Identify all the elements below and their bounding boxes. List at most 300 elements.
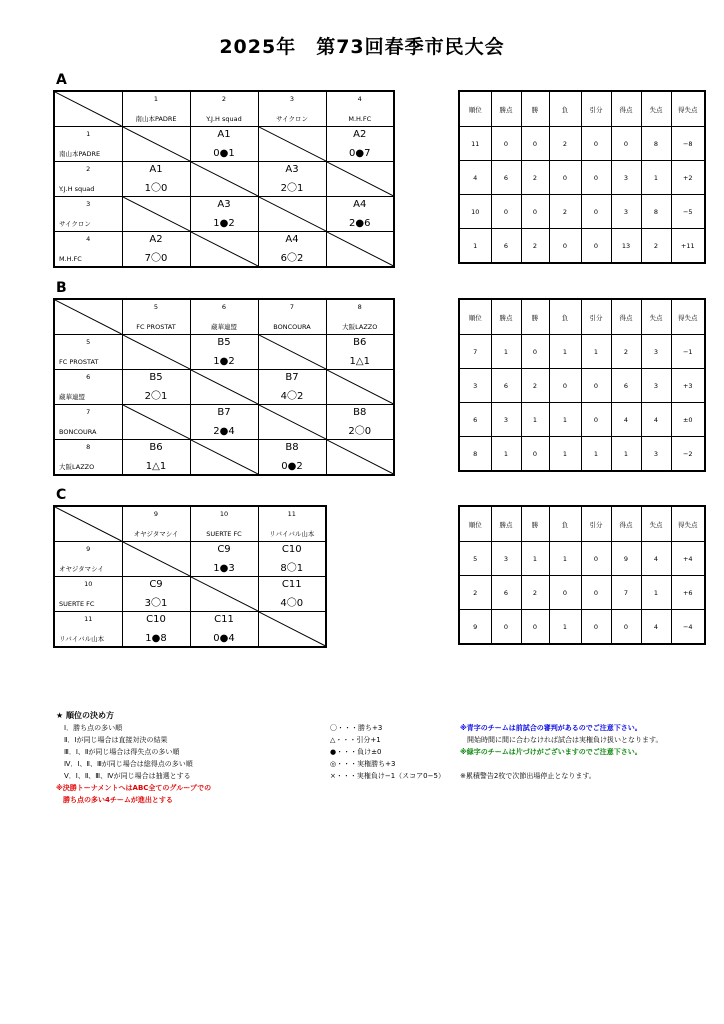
match-score: 4〇2 (280, 391, 304, 402)
standings-cell: 0 (521, 195, 549, 229)
standings-header: 勝点 (491, 91, 521, 127)
match-cell (326, 405, 394, 440)
standings-cell: 0 (491, 610, 521, 645)
diagonal-line (259, 197, 326, 231)
match-code: A4 (285, 234, 299, 245)
team-number: 4 (357, 95, 362, 103)
team-header (326, 299, 394, 335)
standings-header: 負 (549, 91, 581, 127)
match-cell (122, 370, 190, 405)
empty-cell (122, 405, 190, 440)
standings-cell: −2 (671, 437, 705, 472)
standings-header-row (459, 506, 705, 542)
empty-cell (326, 370, 394, 405)
match-code: A4 (353, 199, 367, 210)
match-score: 0●1 (213, 148, 235, 159)
team-name: サイクロン (59, 220, 91, 228)
standings-cell: 3 (491, 403, 521, 437)
diagonal-line (191, 440, 258, 474)
rules-heading: ★ 順位の決め方 (56, 711, 114, 720)
standings-cell: 3 (611, 161, 641, 195)
standings-cell: 0 (549, 369, 581, 403)
team-number: 8 (86, 443, 91, 451)
standings-header: 引分 (581, 91, 611, 127)
match-cell (258, 577, 326, 612)
team-row-header (54, 232, 122, 268)
team-number: 5 (153, 303, 159, 311)
standings-cell: 5 (459, 542, 491, 576)
match-code: A2 (149, 234, 163, 245)
match-code: C9 (217, 544, 231, 555)
team-row-header (54, 197, 122, 232)
match-cell (122, 440, 190, 476)
notes (460, 722, 662, 782)
match-code: C9 (149, 579, 163, 590)
header-row (54, 91, 394, 127)
match-score: 1●2 (213, 356, 235, 367)
standings-row (459, 161, 705, 195)
rule-item: Ⅲ．Ⅰ、Ⅱが同じ場合は得失点の多い順 (64, 748, 180, 756)
standings-cell: 13 (611, 229, 641, 264)
match-cell (122, 577, 190, 612)
team-number: 7 (86, 408, 91, 416)
team-number: 1 (153, 95, 159, 103)
standings-cell: 1 (491, 437, 521, 472)
standings-row (459, 369, 705, 403)
standings-row (459, 542, 705, 576)
corner-cell (54, 91, 122, 127)
match-code: B6 (149, 442, 163, 453)
match-cell (122, 612, 190, 648)
team-header (122, 506, 190, 542)
standings-cell: 3 (459, 369, 491, 403)
team-number: 2 (221, 95, 227, 103)
standings-header: 引分 (581, 506, 611, 542)
empty-cell (190, 232, 258, 268)
match-code: B6 (353, 337, 367, 348)
table-row (54, 577, 326, 612)
standings-cell: 1 (459, 229, 491, 264)
match-score: 0●2 (281, 461, 303, 472)
legend-item: 〇・・・勝ち+3 (330, 724, 383, 732)
match-code: B7 (285, 372, 299, 383)
team-header (258, 91, 326, 127)
standings-cell: 10 (459, 195, 491, 229)
corner-cell (54, 299, 122, 335)
table-row (54, 440, 394, 476)
team-header (190, 299, 258, 335)
standings-cell: +3 (671, 369, 705, 403)
standings-cell: 0 (581, 610, 611, 645)
diagonal-line (191, 162, 258, 196)
diagonal-line (327, 440, 394, 474)
diagonal-line (191, 232, 258, 266)
standings-row (459, 403, 705, 437)
standings-cell: 1 (491, 335, 521, 369)
match-cell (190, 405, 258, 440)
match-cell (190, 542, 258, 577)
team-name: リバイバル山本 (269, 530, 315, 538)
team-name: BONCOURA (59, 428, 97, 436)
note-plain: 開始時間に間に合わなければ試合は実権負け扱いとなります。 (460, 736, 663, 744)
standings-row (459, 195, 705, 229)
team-name: Y.J.H squad (59, 185, 95, 193)
standings-cell: 8 (641, 195, 671, 229)
standings-cell: 0 (581, 403, 611, 437)
match-score: 3〇1 (144, 598, 168, 609)
team-name: 大阪LAZZO (59, 463, 95, 471)
standings-header: 順位 (459, 506, 491, 542)
standings-header: 負 (549, 299, 581, 335)
standings-cell: 2 (549, 127, 581, 161)
note-green: ※緑字のチームは片づけがございますのでご注意下さい。 (460, 748, 642, 756)
match-code: A3 (217, 199, 231, 210)
match-code: B7 (217, 407, 231, 418)
diagonal-line (55, 92, 122, 126)
team-number: 9 (153, 510, 159, 518)
match-table (53, 90, 395, 268)
team-name: 南山本PADRE (135, 115, 177, 123)
standings-cell: 4 (641, 610, 671, 645)
match-score: 2〇1 (280, 183, 304, 194)
standings-cell: −8 (671, 127, 705, 161)
match-code: C10 (146, 614, 166, 625)
standings-cell: 2 (521, 576, 549, 610)
team-number: 3 (86, 200, 91, 208)
match-code: B8 (285, 442, 299, 453)
note-blank (460, 758, 662, 770)
standings-cell: 0 (581, 161, 611, 195)
diagonal-line (123, 127, 190, 161)
match-score: 1●8 (145, 633, 167, 644)
standings-header: 負 (549, 506, 581, 542)
standings-cell: 1 (581, 335, 611, 369)
team-name: SUERTE FC (206, 530, 242, 538)
standings-header: 得点 (611, 299, 641, 335)
standings-cell: 4 (641, 403, 671, 437)
match-cell (258, 440, 326, 476)
standings-table (458, 505, 706, 645)
team-name: Y.J.H squad (206, 115, 242, 123)
standings-cell: 1 (581, 437, 611, 472)
empty-cell (122, 542, 190, 577)
standings-cell: 0 (581, 369, 611, 403)
diagonal-line (259, 335, 326, 369)
tournament-note: 勝ち点の多い4チームが進出とする (56, 796, 173, 804)
match-score: 2●6 (349, 218, 371, 229)
standings-cell: 9 (611, 542, 641, 576)
standings-cell: 0 (581, 229, 611, 264)
empty-cell (190, 162, 258, 197)
ranking-rules (56, 710, 211, 806)
team-header (190, 506, 258, 542)
group-label: A (56, 72, 67, 88)
standings-cell: 3 (641, 437, 671, 472)
match-table (53, 298, 395, 476)
team-name: オヤジタマシイ (59, 565, 104, 573)
standings-cell: 2 (549, 195, 581, 229)
team-row-header (54, 370, 122, 405)
team-row-header (54, 542, 122, 577)
empty-cell (190, 440, 258, 476)
standings-cell: 1 (549, 542, 581, 576)
match-code: A2 (353, 129, 367, 140)
standings-cell: +2 (671, 161, 705, 195)
standings-header: 得失点 (671, 506, 705, 542)
standings-cell: 1 (549, 610, 581, 645)
standings-cell: 1 (549, 335, 581, 369)
standings-cell: 1 (641, 161, 671, 195)
table-row (54, 335, 394, 370)
standings-header: 勝 (521, 506, 549, 542)
team-row-header (54, 440, 122, 476)
standings-cell: 1 (641, 576, 671, 610)
standings-cell: 0 (521, 610, 549, 645)
team-row-header (54, 405, 122, 440)
page-title: 2025年 第73回春季市民大会 (219, 36, 505, 58)
legend-item: ●・・・負け±0 (330, 748, 382, 756)
standings-table (458, 298, 706, 472)
table-row (54, 542, 326, 577)
team-row-header (54, 577, 122, 612)
match-score: 1△1 (349, 356, 370, 367)
group-label: C (56, 487, 67, 503)
empty-cell (326, 162, 394, 197)
rule-item: Ⅰ．勝ち点の多い順 (64, 724, 123, 732)
empty-cell (258, 405, 326, 440)
team-number: 4 (86, 235, 91, 243)
standings-header: 得失点 (671, 91, 705, 127)
standings-cell: 2 (521, 229, 549, 264)
standings-cell: −5 (671, 195, 705, 229)
empty-cell (258, 335, 326, 370)
standings-header-row (459, 299, 705, 335)
diagonal-line (327, 162, 394, 196)
team-number: 9 (86, 545, 91, 553)
team-row-header (54, 335, 122, 370)
team-header (258, 299, 326, 335)
match-code: A1 (149, 164, 163, 175)
match-code: B5 (149, 372, 163, 383)
match-cell (326, 335, 394, 370)
diagonal-line (123, 405, 190, 439)
standings-cell: 7 (459, 335, 491, 369)
standings-cell: 6 (611, 369, 641, 403)
match-cell (190, 335, 258, 370)
team-number: 6 (221, 303, 227, 311)
rule-item: Ⅱ．Ⅰが同じ場合は直接対決の結果 (64, 736, 168, 744)
standings-cell: 11 (459, 127, 491, 161)
standings-cell: 0 (521, 335, 549, 369)
team-name: 蔵華連盟 (59, 393, 85, 401)
diagonal-line (327, 232, 394, 266)
standings-cell: 4 (641, 542, 671, 576)
standings-cell: 0 (549, 161, 581, 195)
team-row-header (54, 612, 122, 648)
team-header (190, 91, 258, 127)
standings-header-row (459, 91, 705, 127)
diagonal-line (55, 300, 122, 334)
standings-cell: 3 (641, 369, 671, 403)
tournament-note: ※決勝トーナメントへはABC全てのグループでの (56, 784, 212, 792)
standings-cell: 1 (611, 437, 641, 472)
empty-cell (190, 577, 258, 612)
match-code: A1 (217, 129, 231, 140)
standings-header: 失点 (641, 91, 671, 127)
match-score: 4〇0 (280, 598, 304, 609)
standings-cell: 0 (491, 195, 521, 229)
standings-cell: 6 (491, 229, 521, 264)
standings-header: 勝 (521, 299, 549, 335)
empty-cell (190, 370, 258, 405)
team-name: サイクロン (276, 115, 308, 123)
team-name: SUERTE FC (59, 600, 95, 608)
standings-cell: 4 (459, 161, 491, 195)
match-cell (326, 127, 394, 162)
standings-row (459, 610, 705, 645)
standings-cell: 6 (459, 403, 491, 437)
standings-header: 失点 (641, 506, 671, 542)
match-code: C10 (281, 544, 302, 555)
diagonal-line (259, 127, 326, 161)
match-code: B5 (217, 337, 231, 348)
table-row (54, 612, 326, 648)
match-cell (258, 542, 326, 577)
standings-cell: 1 (521, 403, 549, 437)
team-number: 1 (86, 130, 91, 138)
team-name: オヤジタマシイ (133, 530, 179, 538)
standings-header: 失点 (641, 299, 671, 335)
team-number: 7 (289, 303, 295, 311)
team-number: 6 (86, 373, 91, 381)
standings-cell: +6 (671, 576, 705, 610)
match-score: 1●2 (213, 218, 235, 229)
empty-cell (326, 440, 394, 476)
team-name: リバイバル山本 (59, 635, 105, 643)
header-row (54, 506, 326, 542)
result-legend (330, 722, 445, 782)
match-score: 2〇1 (144, 391, 168, 402)
match-score: 8〇1 (280, 563, 304, 574)
rule-item: Ⅳ．Ⅰ、Ⅱ、Ⅲが同じ場合は総得点の多い順 (64, 760, 193, 768)
standings-cell: 2 (521, 161, 549, 195)
standings-cell: 7 (611, 576, 641, 610)
team-header (122, 91, 190, 127)
team-number: 10 (84, 580, 93, 588)
standings-row (459, 229, 705, 264)
standings-header: 得点 (611, 91, 641, 127)
standings-cell: 0 (611, 127, 641, 161)
standings-table (458, 90, 706, 264)
standings-cell: 1 (521, 542, 549, 576)
team-name: FC PROSTAT (136, 323, 176, 331)
table-row (54, 197, 394, 232)
diagonal-line (123, 197, 190, 231)
standings-cell: 8 (459, 437, 491, 472)
team-header (326, 91, 394, 127)
empty-cell (258, 197, 326, 232)
diagonal-line (259, 405, 326, 439)
standings-cell: 9 (459, 610, 491, 645)
standings-cell: 4 (611, 403, 641, 437)
standings-header: 順位 (459, 299, 491, 335)
standings-cell: 3 (491, 542, 521, 576)
team-name: M.H.FC (59, 255, 82, 263)
standings-cell: 0 (491, 127, 521, 161)
diagonal-line (259, 612, 326, 646)
team-name: 大阪LAZZO (342, 323, 378, 331)
standings-header: 勝点 (491, 506, 521, 542)
match-code: B8 (353, 407, 367, 418)
standings-row (459, 127, 705, 161)
match-score: 1〇0 (144, 183, 168, 194)
corner-cell (54, 506, 122, 542)
table-row (54, 370, 394, 405)
legend-item: ×・・・実権負け−1（スコア0−5） (330, 772, 445, 780)
diagonal-line (191, 370, 258, 404)
legend-item: ◎・・・実権勝ち+3 (330, 760, 396, 768)
standings-cell: 1 (549, 403, 581, 437)
diagonal-line (327, 370, 394, 404)
standings-cell: +11 (671, 229, 705, 264)
empty-cell (258, 127, 326, 162)
standings-cell: 0 (521, 437, 549, 472)
standings-cell: 6 (491, 576, 521, 610)
standings-cell: +4 (671, 542, 705, 576)
table-row (54, 232, 394, 268)
match-code: C11 (281, 579, 302, 590)
standings-row (459, 576, 705, 610)
standings-cell: 6 (491, 369, 521, 403)
standings-header: 得失点 (671, 299, 705, 335)
group-label: B (56, 280, 67, 296)
diagonal-line (123, 542, 190, 576)
match-score: 1△1 (145, 461, 167, 472)
standings-cell: 0 (549, 576, 581, 610)
standings-header: 勝点 (491, 299, 521, 335)
match-code: A3 (285, 164, 299, 175)
standings-header: 勝 (521, 91, 549, 127)
standings-cell: 0 (581, 576, 611, 610)
team-number: 8 (357, 303, 362, 311)
team-header (258, 506, 326, 542)
match-cell (122, 162, 190, 197)
note-blue: ※青字のチームは前試合の審判があるのでご注意下さい。 (460, 724, 642, 732)
standings-cell: 3 (641, 335, 671, 369)
match-cell (190, 612, 258, 648)
table-row (54, 405, 394, 440)
standings-cell: 0 (549, 229, 581, 264)
team-number: 3 (289, 95, 295, 103)
standings-cell: 2 (459, 576, 491, 610)
table-row (54, 162, 394, 197)
table-row (54, 127, 394, 162)
team-number: 11 (84, 615, 93, 623)
team-number: 11 (287, 510, 296, 518)
team-name: 蔵華連盟 (211, 323, 237, 331)
standings-cell: 0 (581, 127, 611, 161)
standings-cell: 2 (521, 369, 549, 403)
team-name: M.H.FC (348, 115, 372, 123)
standings-row (459, 335, 705, 369)
match-score: 0●7 (349, 148, 371, 159)
standings-cell: −4 (671, 610, 705, 645)
standings-cell: 0 (581, 195, 611, 229)
empty-cell (122, 335, 190, 370)
team-row-header (54, 162, 122, 197)
standings-cell: 1 (549, 437, 581, 472)
team-number: 5 (86, 338, 91, 346)
